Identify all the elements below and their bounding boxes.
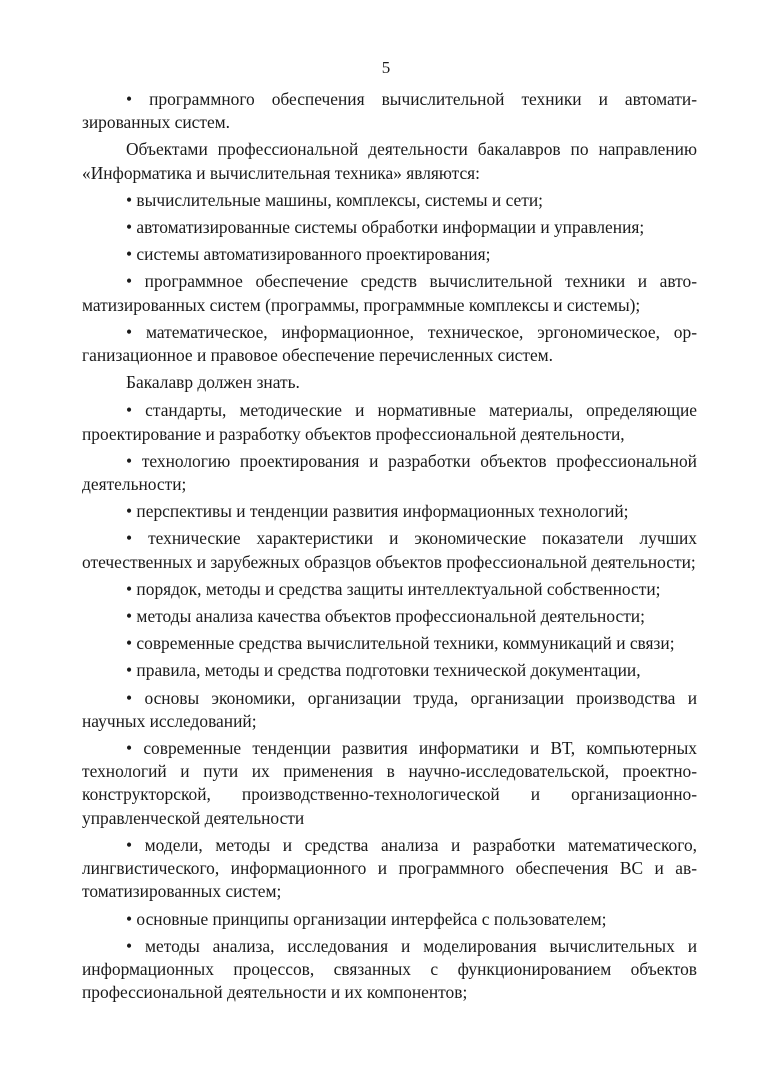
- page-number: 5: [381, 58, 391, 77]
- list-item-automated-systems: • автоматизированные системы обработки информации и управления;: [126, 217, 645, 238]
- list-item-quality-analysis: • методы анализа качества объектов профессиональной деятельности;: [126, 606, 645, 627]
- list-item-documentation: • правила, методы и средства подготовки технической документации,: [126, 660, 641, 681]
- list-item-ip-protection: • порядок, методы и средства защиты интеллектуальной собственности;: [126, 578, 661, 599]
- list-item-cad-systems: • системы автоматизированного проектирования;: [126, 244, 491, 265]
- list-item-technical-characteristics: • технические характеристики и экономические показатели лучших отечественных и зарубежных образцов объектов профессиональной деятельности;: [82, 528, 697, 572]
- list-item-standards: • стандарты, методические и нормативные материалы, определяющие проектирование и разработку объектов профессиональной деятельности,: [82, 400, 697, 444]
- paragraph-software-provision: • программного обеспечения вычислительной техники и автоматизированных систем.: [82, 89, 697, 133]
- paragraph-objects-intro: Объектами профессиональной деятельности бакалавров по направлению «Информатика и вычислительная техника» являются:: [82, 139, 697, 183]
- list-item-trends: • современные тенденции развития информатики и ВТ, компьютерных технологий и пути их применения в научно-исследовательской, проектно-конструкторской, производственно-технологической и организационно-управленческой деятельности: [82, 738, 697, 828]
- list-item-computers: • вычислительные машины, комплексы, системы и сети;: [126, 189, 543, 210]
- paragraph-must-know: Бакалавр должен знать.: [126, 372, 300, 393]
- list-item-interface: • основные принципы организации интерфейса с пользователем;: [126, 908, 607, 929]
- list-item-design-technology: • технологию проектирования и разработки объектов профессиональной деятельности;: [82, 450, 697, 495]
- list-item-prospects: • перспективы и тенденции развития информационных технологий;: [126, 501, 629, 522]
- list-item-economics: • основы экономики, организации труда, организации производства и научных исследований;: [82, 687, 697, 731]
- list-item-modern-means: • современные средства вычислительной техники, коммуникаций и связи;: [126, 633, 675, 654]
- list-item-models: • модели, методы и средства анализа и разработки математического, лингвистического, информационного и программного обеспечения ВС и автоматизированных систем;: [82, 834, 697, 902]
- list-item-process-analysis: • методы анализа, исследования и моделирования вычислительных и информационных процессов, связанных с функционированием объектов профессиональной деятельности и их компонентов;: [82, 935, 697, 1003]
- list-item-software: • программное обеспечение средств вычислительной техники и автоматизированных систем (программы, программные комплексы и системы);: [82, 271, 697, 315]
- list-item-provision-types: • математическое, информационное, техническое, эргономическое, организационное и правовое обеспечение перечисленных систем.: [82, 321, 697, 366]
- page-body: [82, 88, 697, 1008]
